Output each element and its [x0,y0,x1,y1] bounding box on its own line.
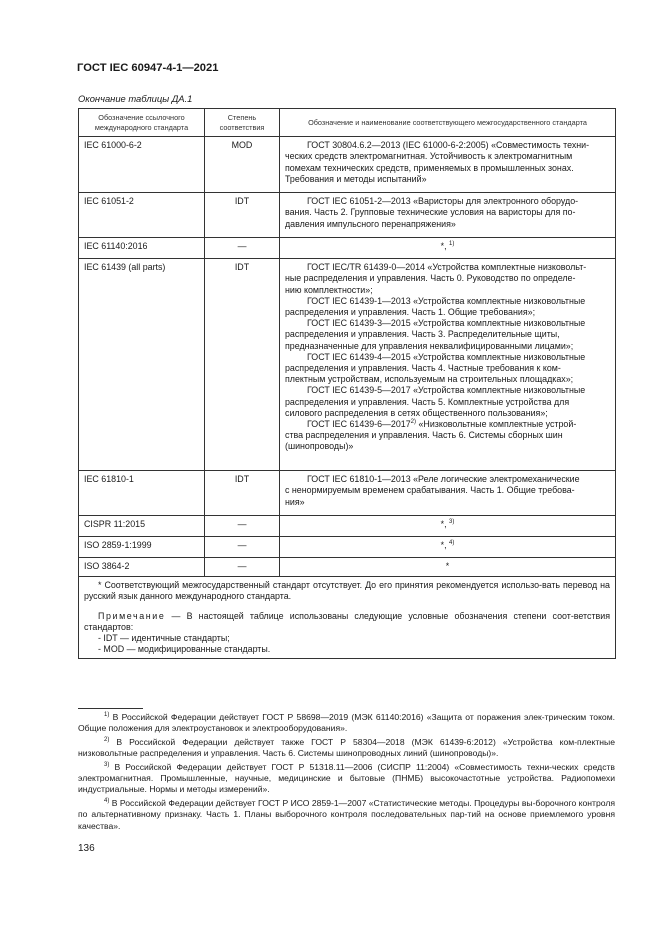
text-line: ные распределения и управления. Часть 0. Руководство по определе- [285,273,576,284]
text-line: с ненормируемым временем срабатывания. Часть 1. Общие требова- [285,485,575,496]
footnote [78,737,615,760]
text-line: ГОСТ IEC 61439-5—2017 «Устройства комплектные низковольтные [307,385,586,396]
no-equivalent-mark [280,558,616,577]
no-equivalent-mark [280,238,616,259]
note-text: — В настоящей таблице использованы следующие условные обозначения степени соот-ветствия стандартов: [84,610,610,632]
no-equivalent-mark [280,537,616,558]
table-row [79,537,616,558]
text-line: помехам технических средств, применяемых в промышленных зонах. [285,162,574,173]
reference-standard: IEC 61051-2 [79,193,205,238]
text-line: Требования и методы испытаний» [285,173,427,184]
footnote-number: 2) [104,736,110,743]
reference-standard: IEC 61140:2016 [79,238,205,259]
footnote-text: В Российской Федерации действует ГОСТ Р ИСО 2859-1—2007 «Статистические методы. Процедуры вы-борочного контроля по альтернативному признаку. Часть 1. Планы выборочного контроля последовательных пар-тий на основе приемлемого уровня качества». [78,797,615,831]
text-line: распределения и управления. Часть 3. Распределительные щиты, [285,329,560,340]
footnote-number: 3) [104,761,110,768]
footnote-divider [78,708,143,709]
interstate-standard [280,193,616,238]
text-line: нию комплектности»; [285,284,373,295]
footnote-ref: 2) [410,419,417,426]
text-line: ГОСТ IEC 61810-1—2013 «Реле логические электромеханические [307,474,580,485]
footnote-text: В Российской Федерации действует ГОСТ Р 51318.11—2006 (СИСПР 11:2004) «Совместимость техни-ческих средств электромагнитная. Промышленные, научные, медицинские и бытовые (ПНМБ) высокочастотные устройства. Радиопомехи индустриальные. Нормы и методы измерений». [78,761,615,795]
degree: — [205,537,280,558]
interstate-standard [280,471,616,516]
interstate-standard [280,259,616,471]
reference-standard: ISO 2859-1:1999 [79,537,205,558]
text-part: «Низковольтные комплектные устрой- [418,419,577,430]
asterisk-mark: * [445,561,450,572]
text-line: ческих средств электромагнитная. Устойчивость к электромагнитным [285,151,573,162]
asterisk-mark: *, [440,241,447,252]
correspondence-table [78,108,616,659]
text-line: распределения и управления. Часть 5. Комплектные устройства для [285,396,570,407]
reference-standard: IEC 61000-6-2 [79,137,205,193]
reference-standard: IEC 61439 (all parts) [79,259,205,471]
text-line: (шинопроводы)» [285,441,354,452]
no-equivalent-mark [280,516,616,537]
asterisk-mark: *, [440,519,447,530]
footnotes [78,712,615,834]
table-header-row [79,109,616,137]
reference-standard: IEC 61810-1 [79,471,205,516]
footnote [78,798,615,832]
text-line: вания. Часть 2. Групповые технические условия на варисторы для по- [285,207,576,218]
list-item: - MOD — модифицированные стандарты. [98,644,271,655]
degree: MOD [205,137,280,193]
col-header-reference: Обозначение ссылочного международного стандарта [79,109,205,137]
col-header-interstate: Обозначение и наименование соответствующего межгосударственного стандарта [280,109,616,137]
footnote-ref: 4) [449,540,455,547]
text-line: ГОСТ IEC 61051-2—2013 «Варисторы для электронного оборудо- [307,196,579,207]
table-row [79,471,616,516]
page-number: 136 [78,843,95,854]
degree: — [205,558,280,577]
reference-standard: ISO 3864-2 [79,558,205,577]
text-line: силового распределения в сетях общественного пользования»; [285,407,548,418]
footnote-number: 4) [104,797,110,804]
degree: — [205,516,280,537]
footnote [78,762,615,796]
text-line: ния» [285,496,305,507]
table-row [79,259,616,471]
table-row [79,238,616,259]
degree: IDT [205,259,280,471]
col-header-degree: Степень соответствия [205,109,280,137]
footnote-text: В Российской Федерации действует также ГОСТ Р 58304—2018 (МЭК 61439-6:2012) «Устройства ком-плектные низковольтные распределения и управления. Часть 6. Системы шинопроводных линий (шинопроводы)». [78,736,615,759]
note-label: Примечание [98,610,166,621]
text-part: ГОСТ IEC 61439-6—2017 [307,419,411,430]
document-title: ГОСТ IEC 60947-4-1—2021 [77,62,219,74]
table-caption: Окончание таблицы ДА.1 [78,93,193,104]
footnote-text: В Российской Федерации действует ГОСТ Р 58698—2019 (МЭК 61140:2016) «Защита от поражения элек-трическим током. Общие положения для электроустановок и электрооборудования». [78,712,615,734]
degree: IDT [205,471,280,516]
text-line: ГОСТ IEC 61439-4—2015 «Устройства комплектные низковольтные [307,351,586,362]
text-line: плектным устройствам, используемым на строительных площадках»; [285,374,574,385]
interstate-standard [280,137,616,193]
table-notes-row [79,577,616,659]
asterisk-mark: *, [440,540,447,551]
list-item: - IDT — идентичные стандарты; [98,633,230,643]
asterisk-note: * Соответствующий межгосударственный стандарт отсутствует. До его принятия рекомендуется использо-вать перевод на русский язык данного международного стандарта. [84,580,610,602]
text-line: ГОСТ IEC/TR 61439-0—2014 «Устройства комплектные низковольт- [307,262,587,273]
table-notes [79,577,616,659]
text-line [285,419,610,430]
table-row [79,558,616,577]
footnote-ref: 1) [449,241,455,248]
text-line: ГОСТ 30804.6.2—2013 (IEC 61000-6-2:2005) «Совместимость техни- [307,140,590,151]
degree: — [205,238,280,259]
text-line: предназначенные для управления неквалифицированными лицами»; [285,340,574,351]
footnote-ref: 3) [449,519,455,526]
text-line: распределения и управления. Часть 4. Частные требования к ком- [285,363,561,374]
table-row [79,193,616,238]
footnote [78,712,615,735]
text-line: ства распределения и управления. Часть 6. Системы сборных шин [285,430,563,441]
text-line: давления импульсного перенапряжения» [285,218,456,229]
text-line: ГОСТ IEC 61439-1—2013 «Устройства комплектные низковольтные [307,295,586,306]
degree: IDT [205,193,280,238]
footnote-number: 1) [104,712,110,719]
table-row [79,516,616,537]
text-line: ГОСТ IEC 61439-3—2015 «Устройства комплектные низковольтные [307,318,586,329]
text-line: распределения и управления. Часть 1. Общие требования»; [285,307,536,317]
reference-standard: CISPR 11:2015 [79,516,205,537]
table-row [79,137,616,193]
note-paragraph [84,611,610,633]
